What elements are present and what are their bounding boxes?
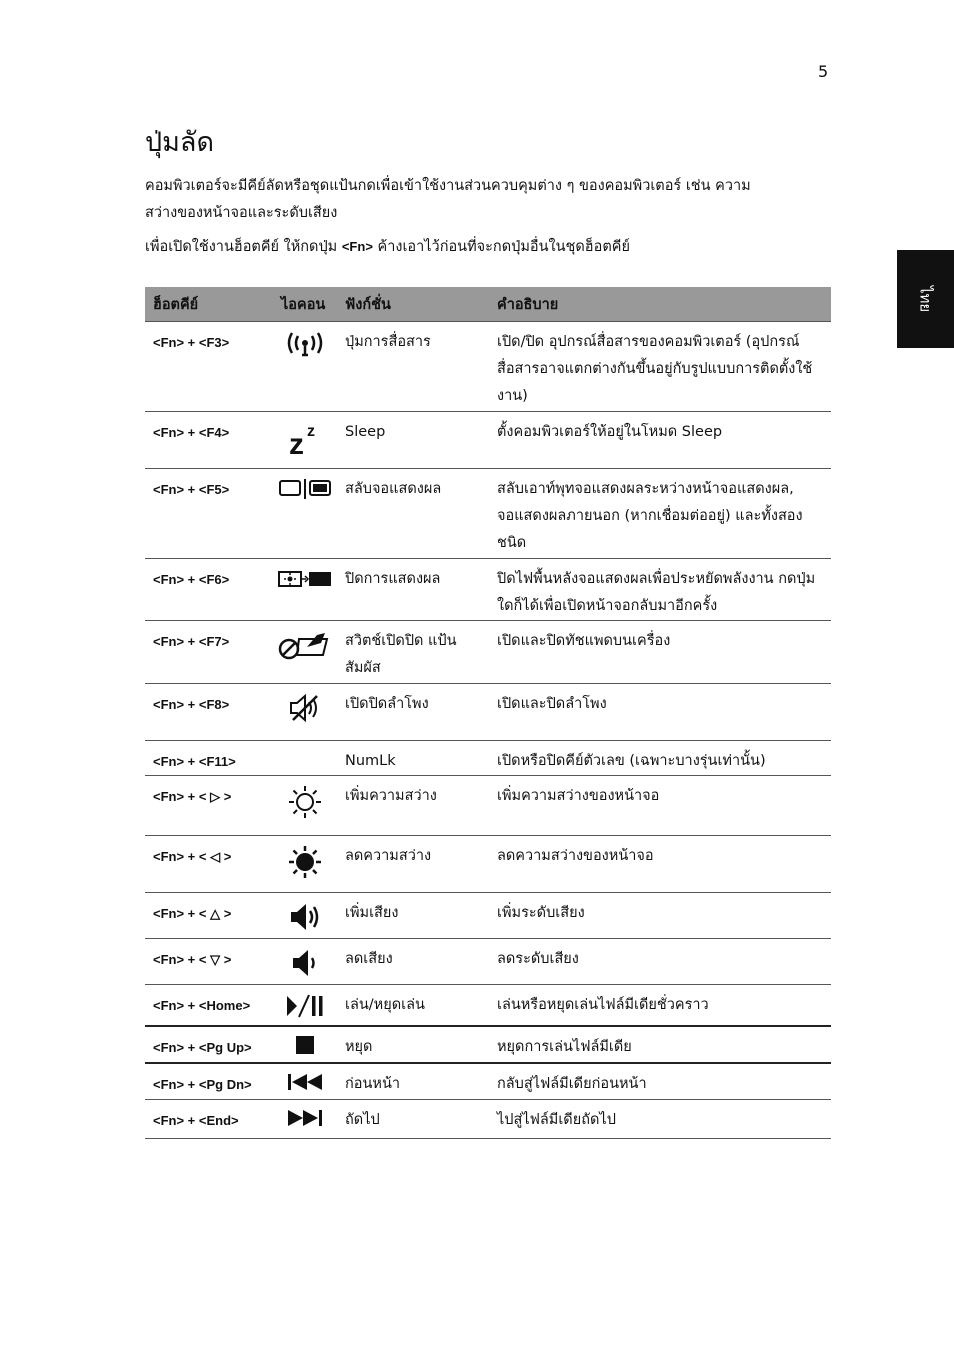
- hotkey-cell: <Fn> + < ▷ >: [145, 776, 273, 836]
- function-cell: สวิตช์เปิดปิด แป้นสัมผัส: [337, 621, 489, 684]
- icon-cell: [273, 1026, 337, 1063]
- header-function: ฟังก์ชั่น: [337, 287, 489, 322]
- language-tab: [897, 250, 954, 348]
- function-cell: Sleep: [337, 412, 489, 469]
- description-cell: ไปสู่ไฟล์มีเดียถัดไป: [489, 1099, 831, 1138]
- brightness-down-icon: [287, 844, 323, 880]
- icon-cell: [273, 322, 337, 412]
- header-description: คำอธิบาย: [489, 287, 831, 322]
- note-key: <Fn>: [341, 239, 373, 254]
- table-row: [145, 1026, 831, 1063]
- icon-cell: [273, 741, 337, 776]
- function-cell: ถัดไป: [337, 1099, 489, 1138]
- page-number: 5: [818, 62, 829, 81]
- function-cell: หยุด: [337, 1026, 489, 1063]
- table-row: [145, 559, 831, 621]
- table-row: [145, 1099, 831, 1138]
- icon-cell: [273, 621, 337, 684]
- svg-text:z: z: [307, 423, 315, 440]
- page-title: ปุ่มลัด: [145, 127, 215, 158]
- header-hotkey: ฮ็อตคีย์: [145, 287, 273, 322]
- volume-up-icon: [285, 901, 325, 933]
- brightness-up-icon: [287, 784, 323, 820]
- icon-cell: [273, 836, 337, 893]
- hotkey-note: [145, 235, 630, 258]
- hotkey-table: [145, 287, 831, 1139]
- description-cell: กลับสู่ไฟล์มีเดียก่อนหน้า: [489, 1063, 831, 1100]
- hotkey-cell: <Fn> + <F4>: [145, 412, 273, 469]
- table-row: [145, 469, 831, 559]
- display-toggle-icon: [277, 477, 333, 501]
- description-cell: เปิดหรือปิดคีย์ตัวเลข (เฉพาะบางรุ่นเท่านั้น): [489, 741, 831, 776]
- icon-cell: [273, 939, 337, 985]
- table-header-row: [145, 287, 831, 322]
- table-row: [145, 741, 831, 776]
- language-tab-label: ไทย: [916, 285, 935, 313]
- hotkey-cell: <Fn> + <F7>: [145, 621, 273, 684]
- stop-icon: [293, 1035, 317, 1055]
- description-cell: เล่นหรือหยุดเล่นไฟล์มีเดียชั่วคราว: [489, 985, 831, 1026]
- sleep-icon: [285, 420, 325, 458]
- function-cell: ก่อนหน้า: [337, 1063, 489, 1100]
- hotkey-cell: <Fn> + <F5>: [145, 469, 273, 559]
- icon-cell: [273, 1099, 337, 1138]
- previous-icon: [285, 1072, 325, 1092]
- table-row: [145, 893, 831, 939]
- function-cell: ปิดการแสดงผล: [337, 559, 489, 621]
- description-cell: เปิดและปิดลำโพง: [489, 684, 831, 741]
- table-row: [145, 684, 831, 741]
- function-cell: ลดความสว่าง: [337, 836, 489, 893]
- icon-cell: [273, 893, 337, 939]
- function-cell: เพิ่มเสียง: [337, 893, 489, 939]
- hotkey-cell: <Fn> + < △ >: [145, 893, 273, 939]
- function-cell: NumLk: [337, 741, 489, 776]
- play-pause-icon: [283, 993, 327, 1019]
- hotkey-cell: <Fn> + <Pg Dn>: [145, 1063, 273, 1100]
- function-cell: เล่น/หยุดเล่น: [337, 985, 489, 1026]
- table-row: [145, 985, 831, 1026]
- hotkey-cell: <Fn> + <F11>: [145, 741, 273, 776]
- table-row: [145, 836, 831, 893]
- description-cell: เพิ่มความสว่างของหน้าจอ: [489, 776, 831, 836]
- table-row: [145, 412, 831, 469]
- display-off-icon: [277, 567, 333, 591]
- function-cell: ปุ่มการสื่อสาร: [337, 322, 489, 412]
- description-cell: เพิ่มระดับเสียง: [489, 893, 831, 939]
- volume-down-icon: [285, 947, 325, 979]
- hotkey-cell: <Fn> + <End>: [145, 1099, 273, 1138]
- description-cell: เปิดและปิดทัชแพดบนเครื่อง: [489, 621, 831, 684]
- icon-cell: [273, 469, 337, 559]
- touchpad-toggle-icon: [277, 629, 333, 661]
- speaker-toggle-icon: [285, 692, 325, 724]
- hotkey-cell: <Fn> + <Home>: [145, 985, 273, 1026]
- icon-cell: [273, 559, 337, 621]
- icon-cell: [273, 1063, 337, 1100]
- note-suffix: ค้างเอาไว้ก่อนที่จะกดปุ่มอื่นในชุดฮ็อตคีย์: [372, 239, 630, 255]
- icon-cell: [273, 412, 337, 469]
- function-cell: เปิดปิดลำโพง: [337, 684, 489, 741]
- header-icon: ไอคอน: [273, 287, 337, 322]
- hotkey-cell: <Fn> + <F3>: [145, 322, 273, 412]
- icon-cell: [273, 684, 337, 741]
- hotkey-cell: <Fn> + <Pg Up>: [145, 1026, 273, 1063]
- function-cell: ลดเสียง: [337, 939, 489, 985]
- function-cell: สลับจอแสดงผล: [337, 469, 489, 559]
- description-cell: ลดระดับเสียง: [489, 939, 831, 985]
- intro-paragraph: คอมพิวเตอร์จะมีคีย์ลัดหรือชุดแป้นกดเพื่อเข้าใช้งานส่วนควบคุมต่าง ๆ ของคอมพิวเตอร์ เช่น ความสว่างของหน้าจอและระดับเสียง: [145, 178, 751, 221]
- hotkey-cell: <Fn> + <F8>: [145, 684, 273, 741]
- table-row: [145, 1063, 831, 1100]
- description-cell: หยุดการเล่นไฟล์มีเดีย: [489, 1026, 831, 1063]
- next-icon: [285, 1108, 325, 1128]
- wireless-icon: [285, 330, 325, 362]
- hotkey-cell: <Fn> + < ◁ >: [145, 836, 273, 893]
- table-row: [145, 621, 831, 684]
- description-cell: สลับเอาท์พุทจอแสดงผลระหว่างหน้าจอแสดงผล, จอแสดงผลภายนอก (หากเชื่อมต่ออยู่) และทั้งสองชนิด: [489, 469, 831, 559]
- icon-cell: [273, 985, 337, 1026]
- table-row: [145, 939, 831, 985]
- table-row: [145, 322, 831, 412]
- description-cell: ปิดไฟพื้นหลังจอแสดงผลเพื่อประหยัดพลังงาน กดปุ่มใดก็ได้เพื่อเปิดหน้าจอกลับมาอีกครั้ง: [489, 559, 831, 621]
- hotkey-cell: <Fn> + <F6>: [145, 559, 273, 621]
- hotkey-cell: <Fn> + < ▽ >: [145, 939, 273, 985]
- function-cell: เพิ่มความสว่าง: [337, 776, 489, 836]
- icon-cell: [273, 776, 337, 836]
- svg-text:z: z: [289, 428, 304, 458]
- note-prefix: เพื่อเปิดใช้งานฮ็อตคีย์ ให้กดปุ่ม: [145, 239, 342, 255]
- description-cell: เปิด/ปิด อุปกรณ์สื่อสารของคอมพิวเตอร์ (อุปกรณ์สื่อสารอาจแตกต่างกันขึ้นอยู่กับรูปแบบการติดตั้งใช้งาน): [489, 322, 831, 412]
- table-row: [145, 776, 831, 836]
- description-cell: ตั้งคอมพิวเตอร์ให้อยู่ในโหมด Sleep: [489, 412, 831, 469]
- description-cell: ลดความสว่างของหน้าจอ: [489, 836, 831, 893]
